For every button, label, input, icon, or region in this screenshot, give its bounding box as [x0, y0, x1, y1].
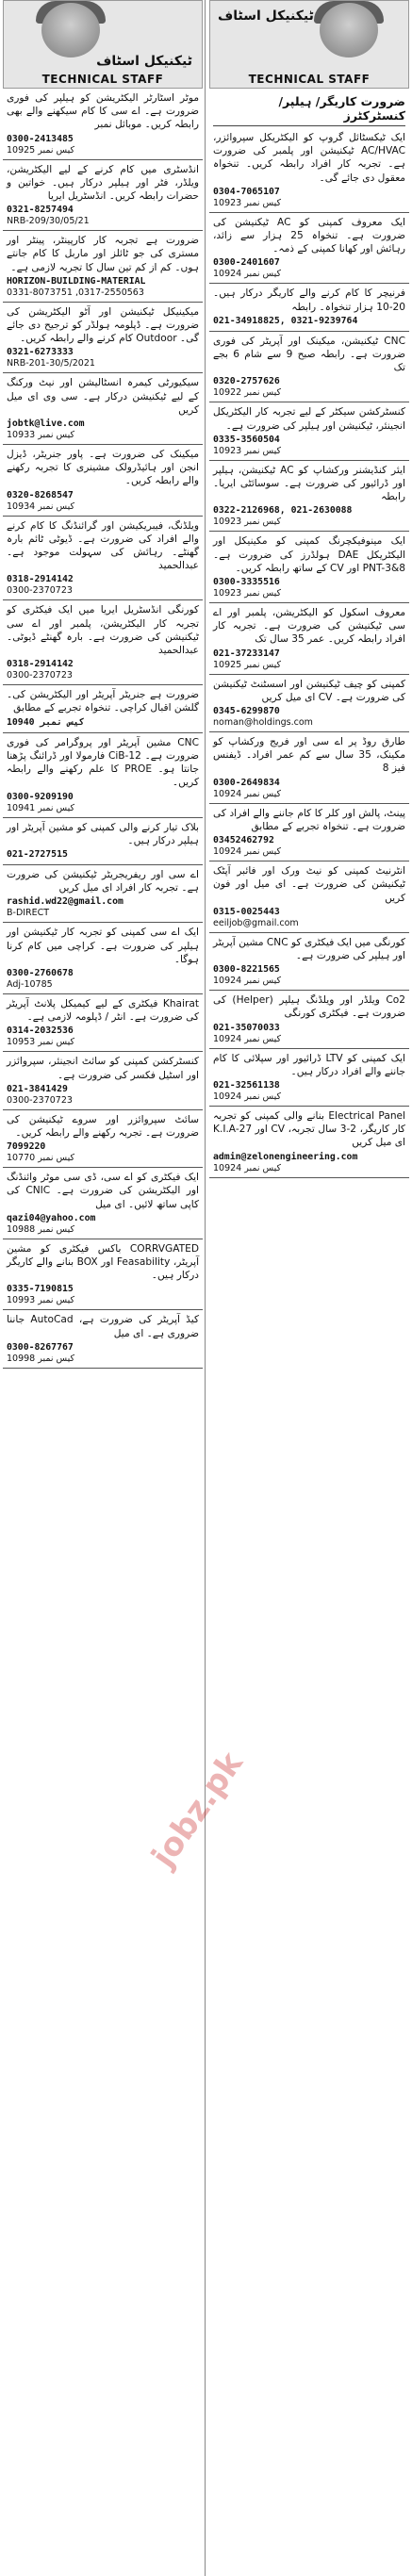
ad-text: CNC مشین آپریٹر اور پروگرامر کی فوری ضرورت ہے۔ CiB-12 فارمولا اور ڈرائنگ پڑھنا جانتا ہو۔ PROE کا علم رکھنے والے رابطہ کریں۔ — [7, 736, 200, 789]
ad-text: انڈسٹری میں کام کرنے کے لیے الیکٹریشن، ویلڈر، فٹر اور ہیلپر درکار ہیں۔ خواتین و حضرات رابطہ کریں۔ انڈسٹریل ایریا — [7, 163, 199, 203]
ad-text: کورنگی انڈسٹریل ایریا میں ایک فیکٹری کو تجربہ کار الیکٹریشن، پلمبر اور اے سی ٹیکنیشن کی ضرورت ہے۔ بارہ گھنٹے ڈیوٹی۔ عبدالحمید — [7, 604, 199, 657]
ad-text: بلاک تیار کرنے والی کمپنی کو مشین آپریٹر اور ہیلپر درکار ہیں۔ — [7, 821, 199, 846]
ad-text: Co2 ویلڈر اور ویلڈنگ ہیلپر (Helper) کی ضرورت ہے۔ فیکٹری کورنگی — [213, 994, 405, 1020]
worker-photo — [41, 3, 100, 57]
ad-contact: 0300-9209190 — [7, 791, 74, 802]
ad-contact: 0300-2649834 — [213, 777, 280, 788]
ad-text: کورنگی میں ایک فیکٹری کو CNC مشین آپریٹر اور ہیلپر کی ضرورت ہے۔ — [213, 936, 405, 961]
banner-title-english: TECHNICAL STAFF — [41, 73, 164, 86]
ad-text: سائٹ سپروائزر اور سروے ٹیکنیشن کی ضرورت ہے۔ تجربہ رکھنے والے رابطہ کریں۔ — [7, 1113, 199, 1139]
ad-contact: 0335-7190815 — [7, 1284, 74, 1295]
ad-case-number: کیس نمبر 10923 — [213, 517, 282, 528]
ad-text: ویلڈنگ، فیبریکیشن اور گرائنڈنگ کا کام کرنے والے افراد کی ضرورت ہے۔ ڈیوٹی ٹائم بارہ گھنٹے۔ رہائش کی سہولت موجود ہے۔ عبدالحمید — [7, 519, 199, 572]
classified-ad — [3, 231, 203, 303]
left-banner — [3, 0, 203, 89]
section-headline: ضرورت کاریگر/ ہیلپر/ کنسٹرکٹرز — [213, 94, 405, 126]
ad-contact: rashid.wd22@gmail.com — [7, 896, 124, 908]
ad-text: ضرورت ہے جنریٹر آپریٹر اور الیکٹریشن کی۔ گلشن اقبال کراچی۔ تنخواہ تجربے کے مطابق — [7, 689, 199, 714]
ad-text: CNC ٹیکنیشن، میکینک اور آپریٹر کی فوری ضرورت ہے۔ رابطہ صبح 9 سے شام 6 بجے تک — [213, 335, 405, 374]
ad-text: کنسٹرکشن کمپنی کو سائٹ انجینئر، سپروائزر اور اسٹیل فکسر کی ضرورت ہے۔ — [7, 1056, 199, 1081]
ad-case-number: کیس نمبر 10922 — [213, 387, 282, 399]
ad-case-number: کیس نمبر 10988 — [7, 1223, 75, 1235]
classified-ad — [3, 994, 203, 1052]
ad-case-number: B-DIRECT — [7, 908, 50, 919]
ad-case-number: noman@holdings.com — [213, 717, 313, 729]
classified-ad — [3, 517, 203, 601]
ad-text: ایک معروف کمپنی کو AC ٹیکنیشن کی ضرورت ہے۔ تنخواہ 25 ہزار سے زائد، رہائش اور کھانا کمپنی کے ذمہ۔ — [213, 216, 405, 255]
ad-contact: 0321-6273333 — [7, 347, 74, 358]
classified-ad — [209, 675, 409, 732]
left-ads-list — [3, 89, 203, 1369]
classified-ad — [209, 603, 409, 675]
ad-text: ایک اے سی کمپنی کو تجربہ کار ٹیکنیشن اور ہیلپر کی ضرورت ہے۔ کراچی میں کام کرنا ہوگا۔ — [7, 927, 199, 965]
ad-contact: 021-2727515 — [7, 848, 68, 860]
classified-ad — [209, 1107, 409, 1178]
ad-contact: 0335-3560504 — [213, 434, 280, 445]
classified-ad — [209, 861, 409, 933]
left-column — [3, 0, 203, 2576]
classified-ad — [209, 284, 409, 331]
ad-case-number: 0317-2550563, 0331-8073751 — [7, 287, 144, 298]
ad-text: انٹرنیٹ کمپنی کو نیٹ ورک اور فائبر آپٹک ٹیکنیشن کی ضرورت ہے۔ ای میل اور فون کریں — [213, 865, 405, 904]
ad-contact: 0320-2757626 — [213, 376, 280, 387]
classified-ad — [3, 373, 203, 445]
ad-case-number: کیس نمبر 10998 — [7, 1353, 75, 1364]
ad-text: طارق روڈ پر اے سی اور فریج ورکشاپ کو مکینک، 35 سال سے کم عمر افراد۔ ڈیفنس فیز 8 — [213, 736, 405, 775]
ad-contact: admin@zelonengineering.com — [213, 1151, 358, 1162]
classified-ad — [209, 461, 409, 533]
ad-text: ایک ٹیکسٹائل گروپ کو الیکٹریکل سپروائزر، AC/HVAC ٹیکنیشن اور پلمبر کی ضرورت ہے۔ تجربہ کار افراد رابطہ کریں۔ تنخواہ معقول دی جائے گی۔ — [213, 132, 405, 184]
classified-ad — [3, 1310, 203, 1368]
ad-contact: 0345-6299870 — [213, 706, 280, 717]
ad-text: میکینک کی ضرورت ہے۔ پاور جنریٹر، ڈیزل انجن اور ہائیڈرولک مشینری کا تجربہ رکھنے والے رابطہ کریں۔ — [7, 449, 199, 487]
ad-case-number: کیس نمبر 10941 — [7, 802, 75, 813]
classified-ad — [209, 933, 409, 991]
banner-title-urdu: ٹیکنیکل اسٹاف — [96, 54, 192, 69]
ad-contact: 03452462792 — [213, 835, 274, 846]
ad-case-number: کیس نمبر 10924 — [213, 1033, 282, 1044]
ad-case-number: 0300-2370723 — [7, 1094, 73, 1106]
classified-ad — [3, 600, 203, 685]
classified-ad — [209, 128, 409, 213]
banner-title-urdu: ٹیکنیکل اسٹاف — [218, 8, 314, 24]
classified-ad — [209, 213, 409, 285]
ad-text: ایئر کنڈیشنر ورکشاپ کو AC ٹیکنیشن، ہیلپر اور ڈرائیور کی ضرورت ہے۔ سوسائٹی ایریا۔ رابطہ — [213, 464, 405, 503]
ad-case-number: کیس نمبر 10923 — [213, 445, 282, 456]
ad-text: ضرورت ہے تجربہ کار کارپینٹر، پینٹر اور مستری کی جو ٹائلز اور ماربل کا کام جانتے ہوں۔ کم از کم تین سال کا تجربہ لازمی ہے۔ — [7, 235, 199, 273]
ad-text: کنسٹرکشن سیکٹر کے لیے تجربہ کار الیکٹریکل انجینئر، ٹیکنیشن اور ہیلپر کی ضرورت ہے۔ — [213, 406, 405, 432]
ad-case-number: NRB-209/30/05/21 — [7, 216, 90, 227]
ad-contact: jobtk@live.com — [7, 418, 85, 430]
classified-ad — [209, 332, 409, 403]
classified-ad — [3, 1110, 203, 1168]
banner-title-english: TECHNICAL STAFF — [248, 73, 371, 86]
ad-contact: 0304-7065107 — [213, 186, 280, 197]
classified-ad — [3, 1239, 203, 1311]
ad-case-number: 10785-Adj — [7, 978, 53, 990]
ad-contact: 021-37233147 — [213, 648, 280, 659]
classified-ad — [3, 89, 203, 160]
ad-case-number: کیس نمبر 10923 — [213, 588, 282, 599]
ad-case-number: 0300-2370723 — [7, 670, 73, 681]
ad-case-number: کیس نمبر 10925 — [213, 659, 282, 670]
ad-text: اے سی اور ریفریجریٹر ٹیکنیشن کی ضرورت ہے۔ تجربہ کار افراد ای میل کریں — [7, 868, 199, 894]
classified-ad — [209, 1049, 409, 1107]
ad-contact: 0300-8221565 — [213, 964, 280, 976]
ad-contact: 0300-2760678 — [7, 967, 74, 978]
ad-contact: HORIZON-BUILDING-MATERIAL — [7, 275, 146, 287]
ad-contact: 021-34918825, 0321-9239764 — [213, 315, 358, 326]
classified-ad — [209, 732, 409, 804]
ad-text: Electrical Panel بنانے والی کمپنی کو تجربہ کار کاریگر، 2-3 سال تجربہ، CV اور K.I.A-27 ای میل کریں — [213, 1109, 405, 1149]
ad-contact: 021-3841429 — [7, 1083, 68, 1094]
ad-case-number: کیس نمبر 10924 — [213, 1091, 282, 1102]
ad-case-number: کیس نمبر 10925 — [7, 144, 75, 156]
classified-ad — [3, 1168, 203, 1239]
ad-contact: 0314-2032536 — [7, 1025, 74, 1037]
ad-contact: کیس نمبر 10940 — [7, 716, 85, 728]
ad-contact: 0321-8257494 — [7, 205, 74, 216]
ad-case-number: کیس نمبر 10933 — [7, 430, 75, 441]
classified-ad — [3, 923, 203, 994]
ad-text: ایک فیکٹری کو اے سی، ڈی سی موٹر وائنڈنگ اور الیکٹریشن کی ضرورت ہے۔ CNIC کی کاپی ساتھ لائیں۔ ای میل — [7, 1172, 199, 1210]
ad-contact: 0318-2914142 — [7, 574, 74, 585]
ad-text: Khairat فیکٹری کے لیے کیمیکل پلانٹ آپریٹر کی ضرورت ہے۔ انٹر / ڈپلومہ لازمی ہے۔ — [7, 997, 199, 1024]
ad-contact: 0322-2126968, 021-2630088 — [213, 505, 353, 517]
ad-contact: qazi04@yahoo.com — [7, 1212, 96, 1223]
ad-contact: 0300-3335516 — [213, 577, 280, 588]
ad-text: ایک کمپنی کو LTV ڈرائیور اور سپلائی کا کام جاننے والے افراد درکار ہیں۔ — [213, 1052, 405, 1077]
ad-contact: 021-35070033 — [213, 1022, 280, 1033]
ad-text: میکینیکل ٹیکنیشن اور آٹو الیکٹریشن کی ضرورت ہے۔ ڈپلومہ ہولڈر کو ترجیح دی جائے گی۔ Outdoor کام کرنے والے رابطہ کریں۔ — [7, 305, 199, 345]
classified-ad — [3, 445, 203, 517]
classified-ad — [209, 804, 409, 861]
ad-case-number: کیس نمبر 10923 — [213, 197, 282, 208]
ad-case-number: کیس نمبر 10924 — [213, 788, 282, 799]
ad-text: کیڈ آپریٹر کی ضرورت ہے، AutoCad جاننا ضروری ہے۔ ای میل — [7, 1314, 199, 1339]
ad-contact: 0300-2413485 — [7, 133, 74, 144]
ad-text: پینٹ، پالش اور کلر کا کام جاننے والے افراد کی ضرورت ہے۔ تنخواہ تجربے کے مطابق — [213, 807, 405, 832]
ad-text: معروف اسکول کو الیکٹریشن، پلمبر اور اے سی ٹیکنیشن کی ضرورت ہے۔ تجربہ کار افراد رابطہ کریں۔ عمر 35 سال تک — [213, 607, 405, 646]
ad-text: CORRVGATED باکس فیکٹری کو مشین آپریٹر، Feasability اور BOX بنانے والے کاریگر درکار ہیں۔ — [7, 1242, 200, 1282]
ad-case-number: کیس نمبر 10924 — [213, 1162, 282, 1173]
ad-contact: 0318-2914142 — [7, 659, 74, 670]
ad-case-number: کیس نمبر 10924 — [213, 976, 282, 987]
ad-case-number: کیس نمبر 10770 — [7, 1153, 75, 1164]
ad-text: سیکیورٹی کیمرہ انسٹالیشن اور نیٹ ورکنگ کے لیے ٹیکنیشن درکار ہے۔ سی وی ای میل کریں — [7, 377, 199, 416]
right-column — [209, 0, 409, 2576]
ad-contact: 0320-8268547 — [7, 489, 74, 500]
right-banner — [209, 0, 409, 89]
ad-contact: 021-32561138 — [213, 1079, 280, 1091]
column-divider — [205, 0, 206, 2576]
watermark: jobz.pk — [144, 1745, 251, 1875]
ad-text: فرنیچر کا کام کرنے والے کاریگر درکار ہیں۔ 20-10 ہزار تنخواہ۔ رابطہ — [213, 287, 405, 313]
ad-contact: 7099220 — [7, 1141, 46, 1153]
ad-case-number: کیس نمبر 10924 — [213, 269, 282, 280]
classified-ad — [3, 160, 203, 232]
ad-case-number: کیس نمبر 10953 — [7, 1037, 75, 1048]
ad-contact: 0300-8267767 — [7, 1341, 74, 1353]
ad-case-number: NRB-201-30/5/2021 — [7, 358, 95, 369]
ad-case-number: کیس نمبر 10924 — [213, 846, 282, 858]
ad-text: موٹر اسٹارٹر الیکٹریشن کو ہیلپر کی فوری ضرورت ہے۔ اے سی کا کام سیکھنے والے بھی رابطہ کریں۔ موبائل نمبر — [7, 92, 199, 131]
ad-case-number: کیس نمبر 10934 — [7, 500, 75, 512]
right-ads-list — [209, 128, 409, 1178]
classified-ad — [209, 402, 409, 460]
ad-contact: 0300-2401607 — [213, 257, 280, 269]
ad-text: کمپنی کو چیف ٹیکنیشن اور اسسٹنٹ ٹیکنیشن کی ضرورت ہے۔ CV ای میل کریں — [213, 678, 405, 703]
classified-ad — [209, 532, 409, 603]
classified-ad — [3, 303, 203, 374]
worker-photo — [320, 3, 378, 57]
classified-ad — [209, 991, 409, 1048]
classified-ad — [3, 685, 203, 732]
classified-ad — [3, 1052, 203, 1109]
classified-ad — [3, 865, 203, 923]
ad-contact: 0315-0025443 — [213, 906, 280, 917]
ad-case-number: کیس نمبر 10993 — [7, 1295, 75, 1306]
classified-ad — [3, 733, 203, 818]
ad-case-number: 0300-2370723 — [7, 585, 73, 597]
classified-ad — [3, 818, 203, 865]
ad-text: ایک مینوفیکچرنگ کمپنی کو مکینیکل اور الیکٹریکل DAE ہولڈرز کی ضرورت ہے۔ PNT-3&8 اور CV کے ساتھ رابطہ کریں۔ — [213, 535, 405, 574]
ad-case-number: eeiljob@gmail.com — [213, 917, 299, 928]
